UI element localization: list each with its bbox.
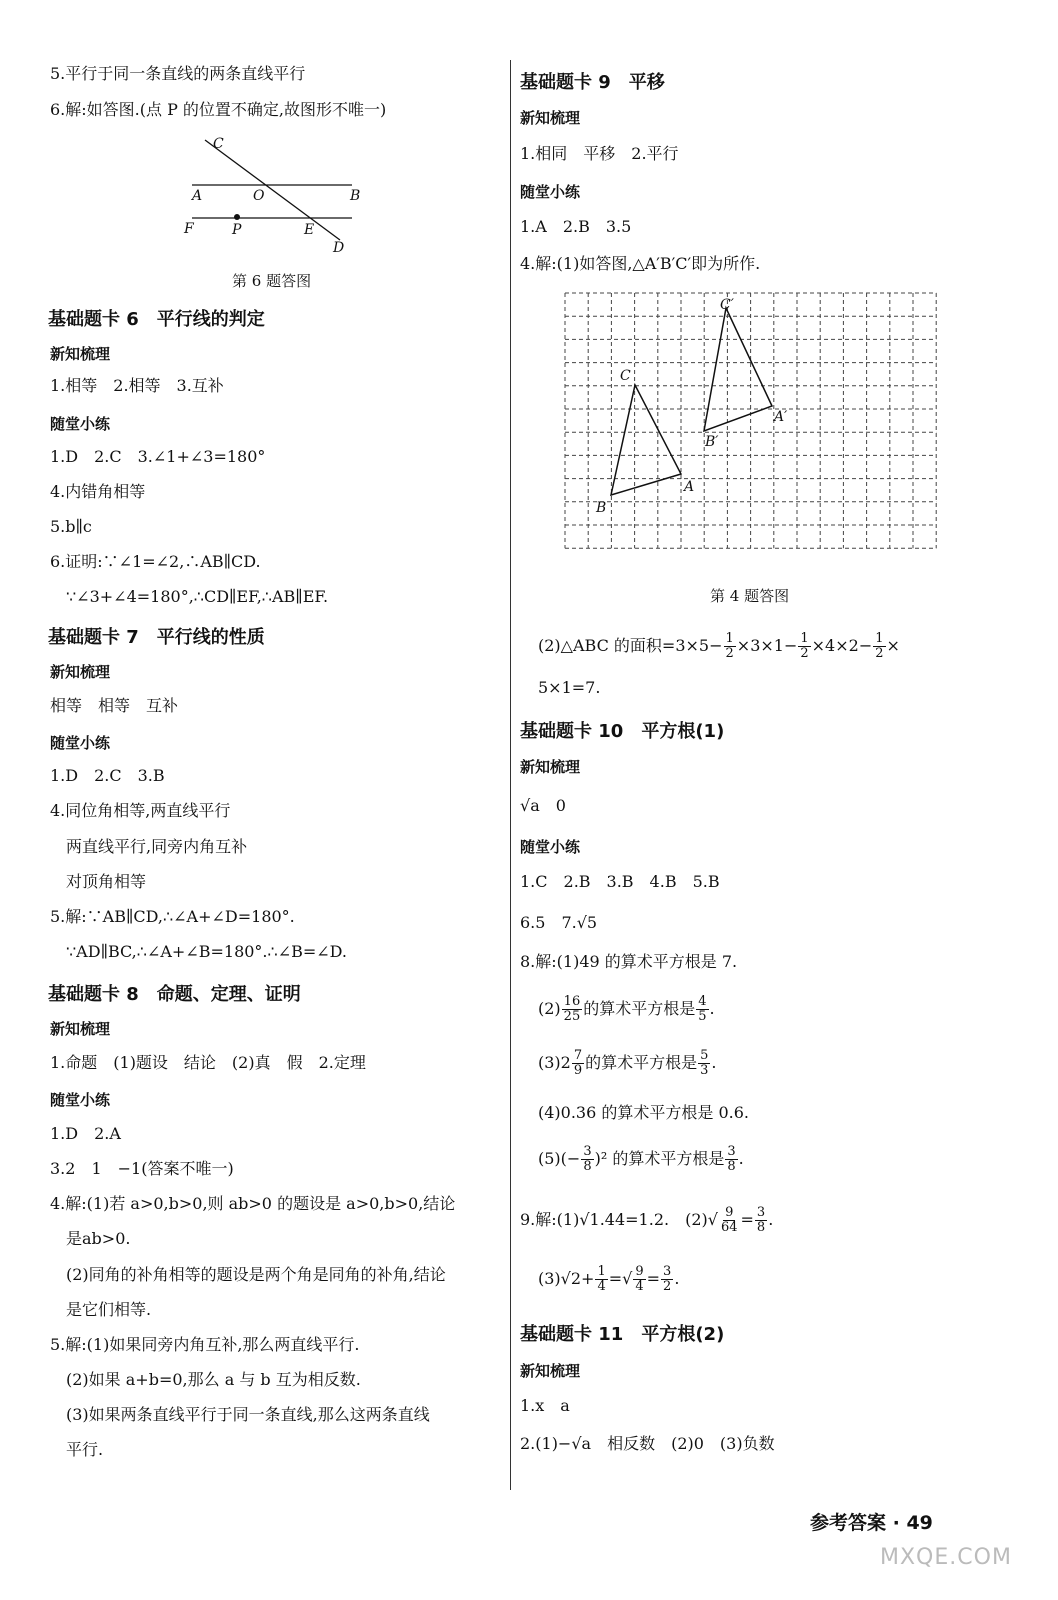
answer-line: 相等 相等 互补 <box>50 696 179 715</box>
numerator: 9 <box>725 1205 734 1220</box>
denominator: 2 <box>875 646 884 661</box>
fraction <box>873 632 885 661</box>
subsection-title: 新知梳理 <box>520 109 581 127</box>
text-span: = <box>740 1210 754 1229</box>
answer-line: (3)如果两条直线平行于同一条直线,那么这两条直线 <box>66 1405 430 1424</box>
answer-line: 两直线平行,同旁内角互补 <box>66 837 248 856</box>
figure-4-grid-diagram <box>560 288 945 573</box>
answer-line: (4)0.36 的算术平方根是 0.6. <box>538 1103 749 1122</box>
label-P: P <box>232 222 242 238</box>
text-span: 的算术平方根是 <box>585 1053 698 1072</box>
denominator: 9 <box>573 1063 583 1078</box>
answer-line <box>538 630 900 662</box>
numerator: 5 <box>700 1048 709 1063</box>
answer-line: (2)如果 a+b=0,那么 a 与 b 互为相反数. <box>66 1370 361 1389</box>
text-span: . <box>738 1149 744 1168</box>
answer-line <box>538 1046 717 1080</box>
fraction <box>661 1265 673 1294</box>
numerator: 3 <box>756 1205 766 1220</box>
answer-line: 4.同位角相等,两直线平行 <box>50 801 231 820</box>
answer-line: 是ab>0. <box>66 1229 131 1248</box>
answer-line: 4.解:(1)若 a>0,b>0,则 ab>0 的题设是 a>0,b>0,结论 <box>50 1194 456 1213</box>
answer-line: 1.命题 (1)题设 结论 (2)真 假 2.定理 <box>50 1053 366 1072</box>
answer-line: 对顶角相等 <box>66 872 147 891</box>
subsection-title: 新知梳理 <box>520 758 581 776</box>
label-D: D <box>333 240 345 256</box>
answer-line: 5.解:(1)如果同旁内角互补,那么两直线平行. <box>50 1335 360 1354</box>
answer-line: 6.证明:∵∠1=∠2,∴AB∥CD. <box>50 552 261 571</box>
answer-line: 平行. <box>66 1440 104 1459</box>
subsection-title: 新知梳理 <box>50 663 111 681</box>
text-span: 9.解:(1)√1.44=1.2. (2)√ <box>520 1210 718 1229</box>
numerator: 4 <box>698 994 707 1009</box>
denominator: 2 <box>800 646 809 661</box>
fraction <box>562 995 583 1024</box>
denominator: 5 <box>698 1009 707 1024</box>
text-span: (2)△ABC 的面积=3×5− <box>538 636 723 655</box>
answer-line: 4.解:(1)如答图,△A′B′C′即为所作. <box>520 254 761 273</box>
subsection-title: 新知梳理 <box>520 1362 581 1380</box>
answer-line: 5.解:∵AB∥CD,∴∠A+∠D=180°. <box>50 907 295 926</box>
answer-line: 6.5 7.√5 <box>520 913 598 932</box>
denominator: 2 <box>663 1279 672 1294</box>
figure-6-diagram <box>170 130 380 260</box>
answer-line: 5×1=7. <box>538 678 601 697</box>
fraction <box>698 1049 710 1078</box>
fraction <box>798 632 810 661</box>
label-E: E <box>304 222 315 238</box>
denominator: 25 <box>563 1009 581 1024</box>
section-title: 基础题卡 8 命题、定理、证明 <box>48 984 301 1005</box>
denominator: 8 <box>727 1159 736 1174</box>
denominator: 4 <box>597 1279 606 1294</box>
section-title: 基础题卡 11 平方根(2) <box>520 1324 725 1345</box>
answer-line: 1.D 2.C 3.B <box>50 766 165 785</box>
text-span: × <box>886 636 900 655</box>
numerator: 1 <box>597 1264 606 1279</box>
answer-line <box>538 1142 744 1176</box>
label-C: C <box>620 368 631 384</box>
answer-line: 1.相等 2.相等 3.互补 <box>50 376 224 395</box>
fraction <box>595 1265 607 1294</box>
text-span: ×3×1− <box>736 636 798 655</box>
subsection-title: 新知梳理 <box>50 345 111 363</box>
label-C: C <box>213 136 224 152</box>
label-A: A <box>192 188 203 204</box>
text-span: . <box>674 1269 680 1288</box>
answer-line: 4.内错角相等 <box>50 482 146 501</box>
numerator: 1 <box>725 631 734 646</box>
label-A: A <box>684 479 695 495</box>
text-span: (3)2 <box>538 1053 571 1072</box>
column-divider <box>510 60 511 1490</box>
numerator: 1 <box>875 631 884 646</box>
label-C-prime: C′ <box>720 297 734 313</box>
answer-line: 5.b∥c <box>50 517 92 536</box>
answer-line: 1.x a <box>520 1396 570 1415</box>
denominator: 8 <box>583 1159 592 1174</box>
answer-line: 6.解:如答图.(点 P 的位置不确定,故图形不唯一) <box>50 100 387 119</box>
text-span: (5)(− <box>538 1149 581 1168</box>
numerator: 7 <box>573 1048 583 1063</box>
text-span: . <box>768 1210 774 1229</box>
text-span: = <box>646 1269 661 1288</box>
subsection-title: 随堂小练 <box>50 1091 111 1109</box>
label-B-prime: B′ <box>705 434 719 450</box>
text-span: . <box>709 999 715 1018</box>
answer-line: 3.2 1 −1(答案不唯一) <box>50 1159 234 1178</box>
denominator: 3 <box>700 1063 709 1078</box>
label-O: O <box>253 188 265 204</box>
subsection-title: 随堂小练 <box>520 838 581 856</box>
subsection-title: 随堂小练 <box>50 415 111 433</box>
figure-caption: 第 4 题答图 <box>710 587 790 605</box>
answer-line <box>538 1262 679 1296</box>
text-span: 的算术平方根是 <box>583 999 696 1018</box>
watermark: MXQE.COM <box>880 1545 1012 1570</box>
figure-caption: 第 6 题答图 <box>232 272 312 290</box>
denominator: 4 <box>635 1279 644 1294</box>
page-footer: 参考答案 · 49 <box>810 1512 933 1534</box>
fraction <box>724 632 736 661</box>
answer-line: (2)同角的补角相等的题设是两个角是同角的补角,结论 <box>66 1265 446 1284</box>
answer-line: 5.平行于同一条直线的两条直线平行 <box>50 64 306 83</box>
section-title: 基础题卡 7 平行线的性质 <box>48 627 265 648</box>
subsection-title: 新知梳理 <box>50 1020 111 1038</box>
fraction <box>725 1145 737 1174</box>
label-B: B <box>596 500 607 516</box>
numerator: 9 <box>635 1264 644 1279</box>
denominator: 64 <box>720 1220 738 1235</box>
text-span: ×4×2− <box>811 636 873 655</box>
fraction <box>572 1049 584 1078</box>
text-span: . <box>711 1053 717 1072</box>
label-F: F <box>184 221 194 237</box>
answer-line: ∵∠3+∠4=180°,∴CD∥EF,∴AB∥EF. <box>66 587 329 606</box>
denominator: 8 <box>756 1220 766 1235</box>
numerator: 16 <box>563 994 581 1009</box>
answer-line: 1.D 2.C 3.∠1+∠3=180° <box>50 447 266 466</box>
fraction <box>633 1265 645 1294</box>
section-title: 基础题卡 10 平方根(1) <box>520 721 725 742</box>
subsection-title: 随堂小练 <box>520 183 581 201</box>
numerator: 1 <box>800 631 809 646</box>
label-A-prime: A′ <box>774 409 788 425</box>
fraction <box>581 1145 593 1174</box>
fraction <box>755 1206 767 1235</box>
numerator: 3 <box>727 1144 736 1159</box>
answer-line: 1.C 2.B 3.B 4.B 5.B <box>520 872 720 891</box>
answer-line: 8.解:(1)49 的算术平方根是 7. <box>520 952 738 971</box>
answer-line: 是它们相等. <box>66 1300 152 1319</box>
answer-line <box>520 1203 773 1237</box>
fraction <box>696 995 708 1024</box>
answer-line: ∵AD∥BC,∴∠A+∠B=180°.∴∠B=∠D. <box>66 942 348 961</box>
numerator: 3 <box>583 1144 592 1159</box>
answer-line: 2.(1)−√a 相反数 (2)0 (3)负数 <box>520 1434 775 1453</box>
answer-line: 1.D 2.A <box>50 1124 121 1143</box>
fraction <box>719 1206 740 1235</box>
answer-line: 1.A 2.B 3.5 <box>520 217 632 236</box>
text-span: )² 的算术平方根是 <box>594 1149 725 1168</box>
text-span: (3)√2+ <box>538 1269 595 1288</box>
answer-line: 1.相同 平移 2.平行 <box>520 144 679 163</box>
section-title: 基础题卡 9 平移 <box>520 72 665 93</box>
denominator: 2 <box>725 646 734 661</box>
section-title: 基础题卡 6 平行线的判定 <box>48 309 265 330</box>
subsection-title: 随堂小练 <box>50 734 111 752</box>
label-B: B <box>350 188 361 204</box>
text-span: (2) <box>538 999 561 1018</box>
text-span: =√ <box>608 1269 633 1288</box>
answer-line <box>538 992 715 1026</box>
numerator: 3 <box>663 1264 672 1279</box>
answer-line: √a 0 <box>520 796 566 815</box>
